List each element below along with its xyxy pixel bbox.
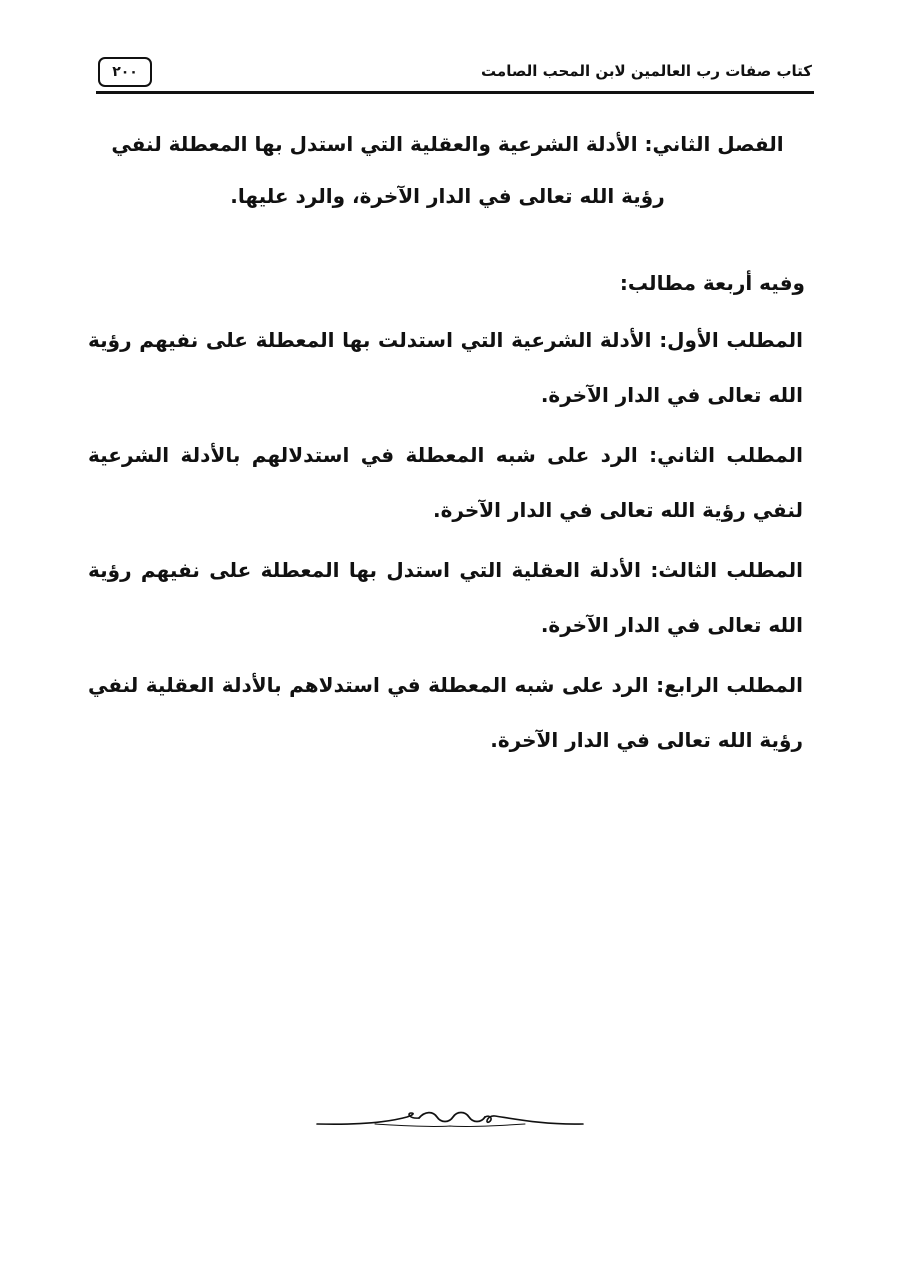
section-item-2: المطلب الثاني: الرد على شبه المعطلة في استدلالهم بالأدلة الشرعية لنفي رؤية الله تعالى في الدار الآخرة. [88,443,803,522]
page-number-badge [98,57,152,87]
section-item-3: المطلب الثالث: الأدلة العقلية التي استدل بها المعطلة على نفيهم رؤية الله تعالى في الدار الآخرة. [88,558,803,637]
section-item-4: المطلب الرابع: الرد على شبه المعطلة في استدلاهم بالأدلة العقلية لنفي رؤية الله تعالى في الدار الآخرة. [88,673,803,752]
sections-intro: وفيه أربعة مطالب: [619,271,805,295]
section-item-1: المطلب الأول: الأدلة الشرعية التي استدلت بها المعطلة على نفيهم رؤية الله تعالى في الدار الآخرة. [88,328,803,407]
chapter-title: الفصل الثاني: الأدلة الشرعية والعقلية التي استدل بها المعطلة لنفي رؤية الله تعالى في الدار الآخرة، والرد عليها. [111,132,784,208]
header-divider [96,91,814,94]
running-header-book-title: كتاب صفات رب العالمين لابن المحب الصامت [481,62,812,80]
page-number: ٢٠٠ [112,64,138,80]
decorative-flourish-icon [315,1105,585,1139]
